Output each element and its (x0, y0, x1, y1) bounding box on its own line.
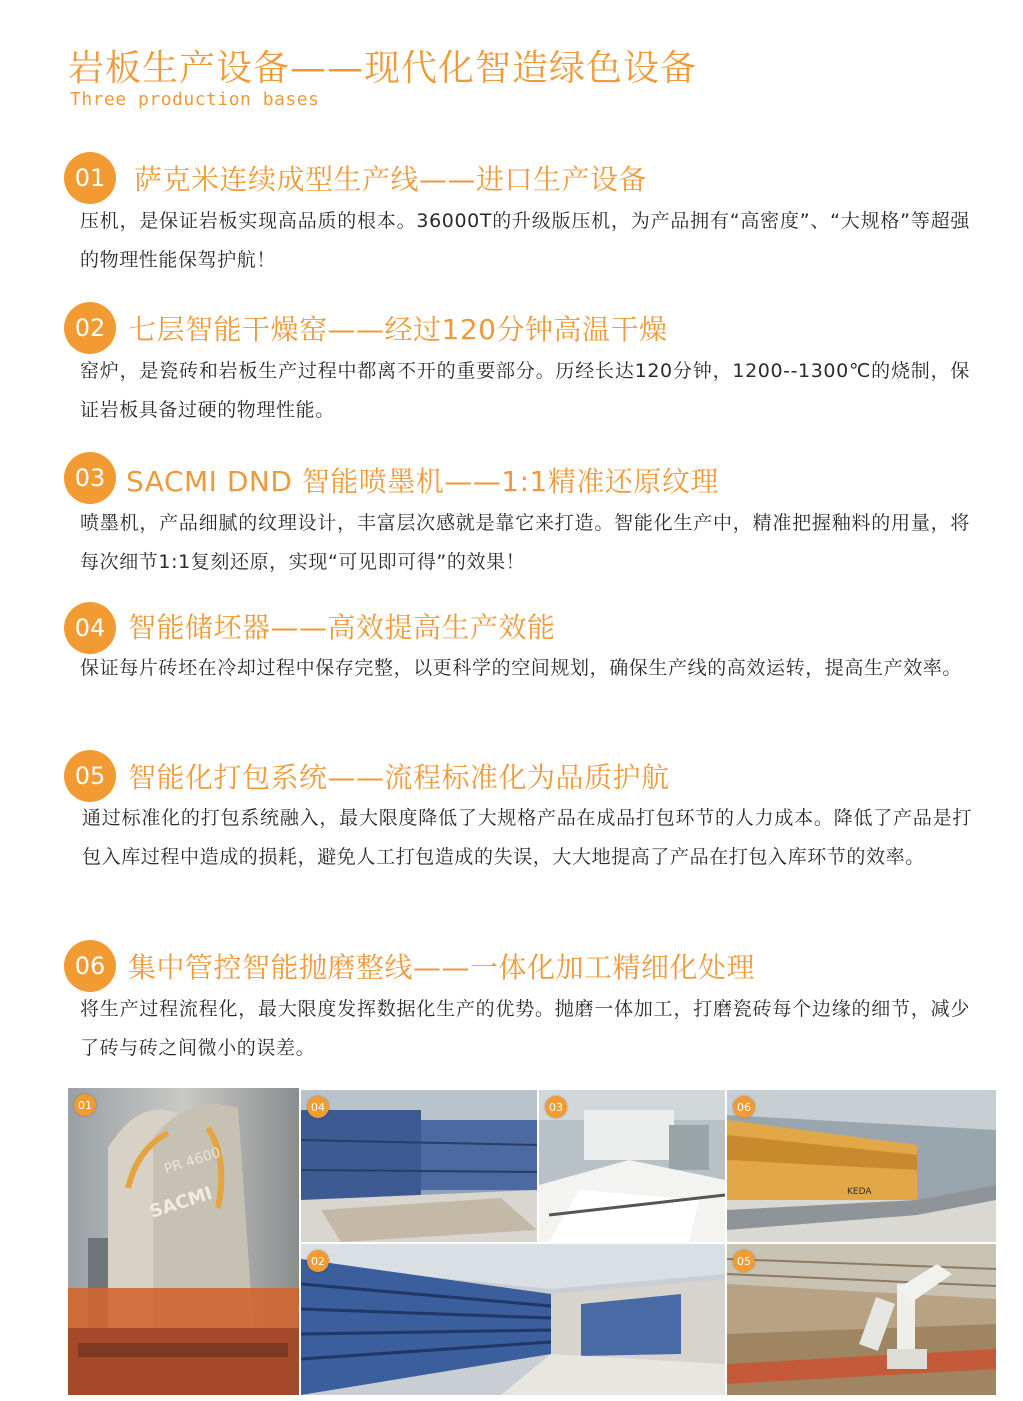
section-heading: 七层智能干燥窑——经过120分钟高温干燥 (128, 313, 668, 346)
section-number-badge: 02 (64, 302, 116, 354)
section-number-badge: 06 (64, 940, 116, 992)
section-body: 将生产过程流程化，最大限度发挥数据化生产的优势。抛磨一体加工，打磨瓷砖每个边缘的细节，减少了砖与砖之间微小的误差。 (80, 998, 970, 1059)
photo-number-badge: 06 (733, 1096, 755, 1118)
section-body: 保证每片砖坯在冷却过程中保存完整，以更科学的空间规划，确保生产线的高效运转，提高生产效率。 (80, 657, 963, 679)
photo-press-machine (68, 1088, 299, 1395)
photo-number-badge: 05 (733, 1250, 755, 1272)
section-heading: 智能储坯器——高效提高生产效能 (128, 611, 556, 644)
section-body: 压机，是保证岩板实现高品质的根本。36000T的升级版压机，为产品拥有“高密度”、“大规格”等超强的物理性能保驾护航！ (80, 210, 970, 271)
page-subtitle: Three production bases (70, 89, 320, 110)
section-heading: 集中管控智能抛磨整线——一体化加工精细化处理 (128, 951, 756, 984)
section-heading: 智能化打包系统——流程标准化为品质护航 (128, 761, 670, 794)
section-body: 喷墨机，产品细腻的纹理设计，丰富层次感就是靠它来打造。智能化生产中，精准把握釉料的用量，将每次细节1:1复刻还原，实现“可见即可得”的效果！ (80, 512, 970, 573)
press-model-label: PR 4600 (162, 1144, 223, 1178)
photo-number-badge: 01 (74, 1094, 96, 1116)
section-number-badge: 05 (64, 750, 116, 802)
page-title: 岩板生产设备——现代化智造绿色设备 (68, 48, 698, 89)
section-heading: SACMI DND 智能喷墨机——1:1精准还原纹理 (126, 465, 719, 498)
photo-packing-robot (727, 1244, 996, 1395)
section-number-badge: 03 (64, 452, 116, 504)
section-number-badge: 01 (64, 152, 116, 204)
section-number-badge: 04 (64, 602, 116, 654)
photo-number-badge: 03 (545, 1096, 567, 1118)
sacmi-logo: SACMI (147, 1182, 216, 1223)
section-heading: 萨克米连续成型生产线——进口生产设备 (134, 163, 648, 196)
keda-logo: KEDA (847, 1187, 872, 1197)
photo-number-badge: 02 (307, 1250, 329, 1272)
photo-drying-kiln (301, 1244, 725, 1395)
photo-polishing-line (727, 1090, 996, 1242)
photo-number-badge: 04 (307, 1096, 329, 1118)
section-body: 窑炉，是瓷砖和岩板生产过程中都离不开的重要部分。历经长达120分钟，1200--1300℃的烧制，保证岩板具备过硬的物理性能。 (80, 360, 970, 421)
photo-storage-racks (301, 1090, 537, 1242)
photo-inkjet-machine (539, 1090, 725, 1242)
equipment-photo-gallery (68, 1088, 996, 1395)
section-body: 通过标准化的打包系统融入，最大限度降低了大规格产品在成品打包环节的人力成本。降低了产品是打包入库过程中造成的损耗，避免人工打包造成的失误，大大地提高了产品在打包入库环节的效率。 (82, 807, 972, 868)
